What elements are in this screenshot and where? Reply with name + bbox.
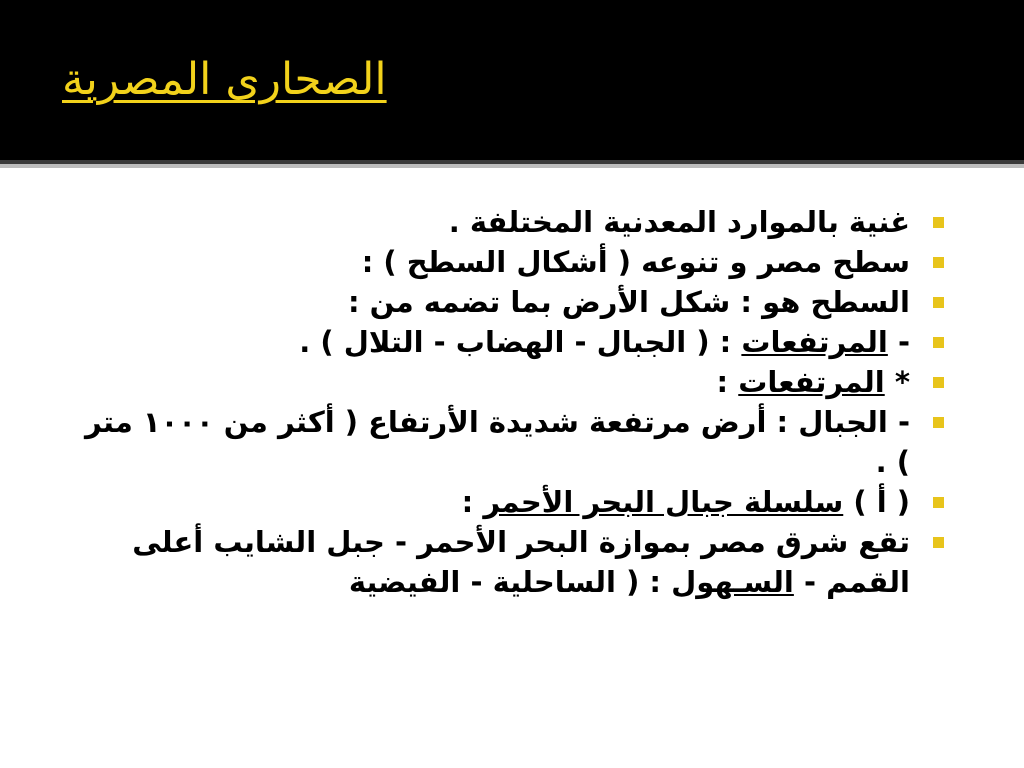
bullet-item	[70, 322, 950, 362]
underlined-term: سلسلة جبال البحر الأحمر	[483, 485, 844, 519]
bullet-text: سطح مصر و تنوعه ( أشكال السطح ) :	[361, 245, 910, 279]
bullet-text: - الجبال : أرض مرتفعة شديدة الأرتفاع ( أكثر من ١٠٠٠ متر ) .	[84, 405, 910, 479]
bullet-text: -	[887, 325, 910, 359]
bullet-text: *	[884, 365, 910, 399]
bullet-item	[70, 402, 950, 482]
bullet-text: غنية بالموارد المعدنية المختلفة .	[448, 205, 910, 239]
square-bullet-icon	[933, 497, 944, 508]
square-bullet-icon	[933, 217, 944, 228]
square-bullet-icon	[933, 297, 944, 308]
underlined-term: السـهول	[671, 565, 794, 599]
bullet-text: : ( الساحلية - الفيضية	[348, 565, 672, 599]
bullet-text: :	[461, 485, 484, 519]
slide-content	[70, 202, 950, 602]
bullet-text: تقع شرق مصر بموازة البحر الأحمر - جبل الشايب أعلى القمم -	[132, 525, 910, 599]
slide-title: الصحارى المصرية	[62, 54, 387, 105]
bullet-item	[70, 362, 950, 402]
bullet-item	[70, 482, 950, 522]
bullet-text: : ( الجبال - الهضاب - التلال ) .	[299, 325, 742, 359]
bullet-item	[70, 522, 950, 602]
header-divider-light	[0, 164, 1024, 168]
bullet-item	[70, 242, 950, 282]
square-bullet-icon	[933, 337, 944, 348]
square-bullet-icon	[933, 257, 944, 268]
title-bar	[0, 0, 1024, 160]
bullet-list	[70, 202, 950, 602]
bullet-text: ( أ )	[843, 485, 910, 519]
bullet-text: السطح هو : شكل الأرض بما تضمه من :	[347, 285, 910, 319]
bullet-item	[70, 282, 950, 322]
square-bullet-icon	[933, 537, 944, 548]
bullet-item	[70, 202, 950, 242]
square-bullet-icon	[933, 417, 944, 428]
underlined-term: المرتفعات	[738, 365, 885, 399]
bullet-text: :	[716, 365, 739, 399]
square-bullet-icon	[933, 377, 944, 388]
underlined-term: المرتفعات	[741, 325, 888, 359]
